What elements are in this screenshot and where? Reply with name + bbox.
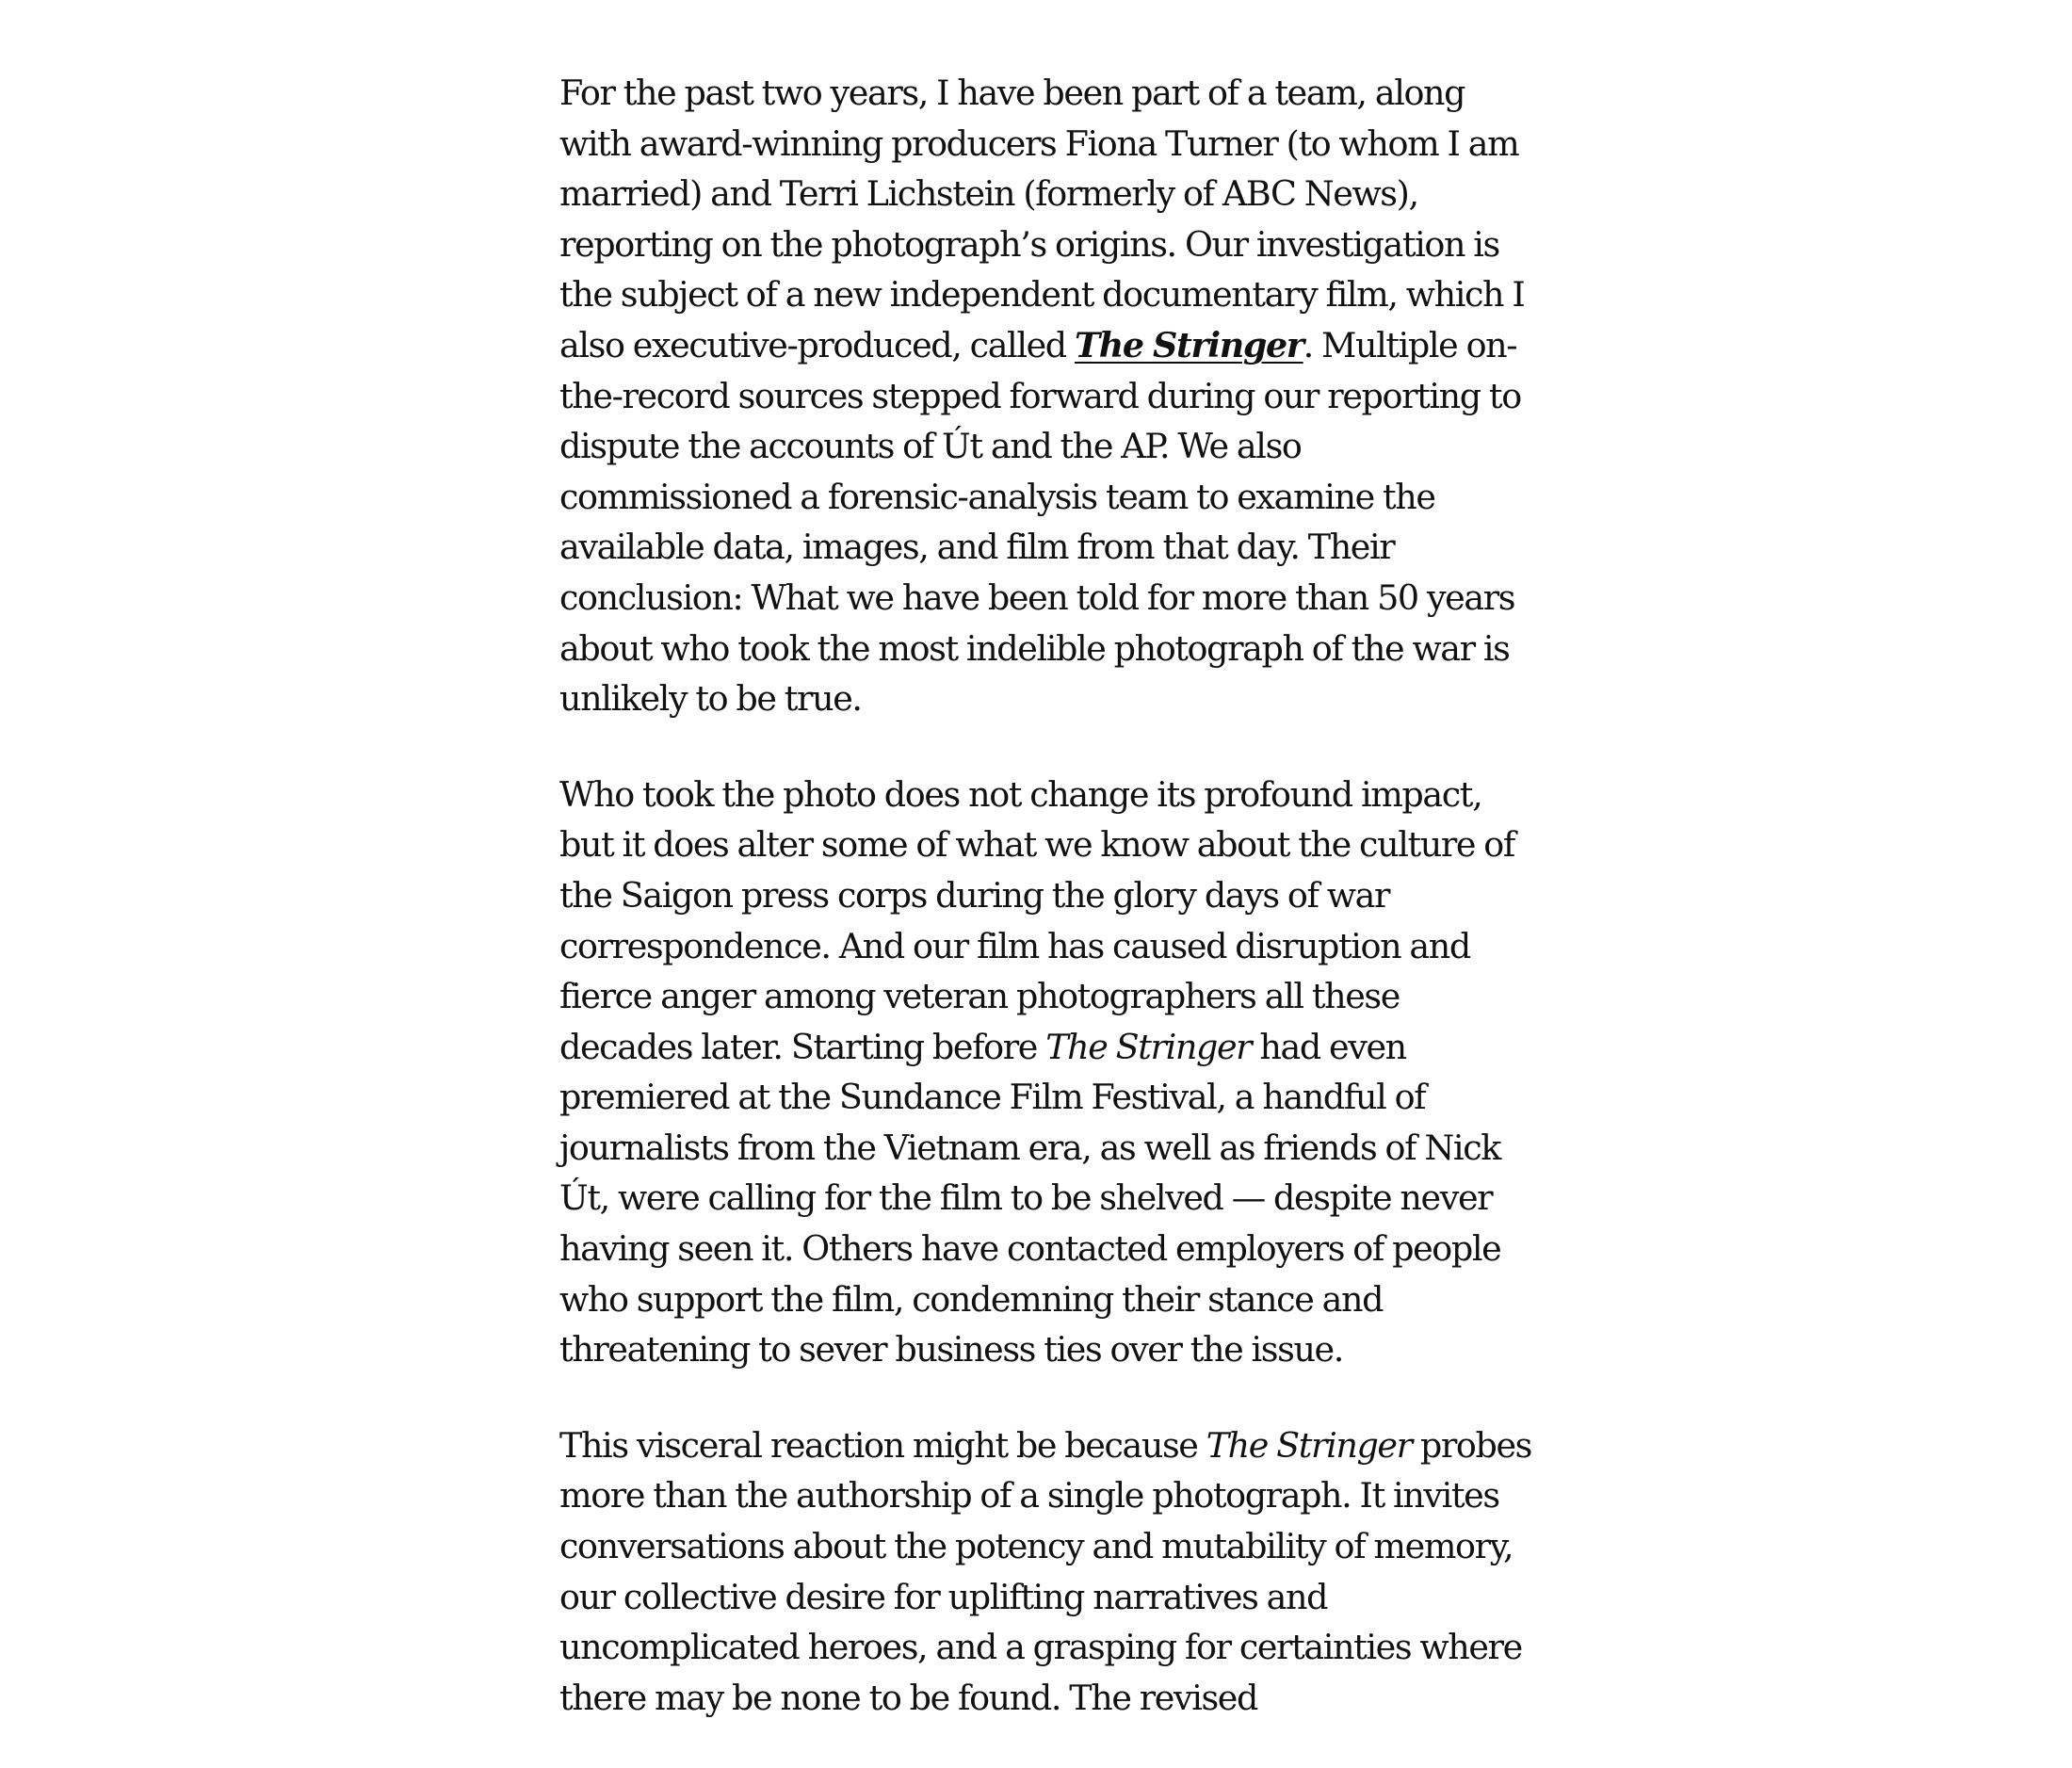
- film-title-italic: The Stringer: [1206, 1424, 1412, 1466]
- film-title-italic: The Stringer: [1045, 1026, 1252, 1067]
- paragraph-2-text-end: had even premiered at the Sundance Film Festival, a handful of journalists from the Vietnam era, as well as friends of Nick Út, were calling for the film to be shelved — despite never having seen it. Others have contacted employers of people who support the film, condemning their stance and threatening to sever business ties over the issue.: [559, 1026, 1501, 1371]
- paragraph-1-text-start: For the past two years, I have been part of a team, along with award-winning producers Fiona Turner (to whom I am married) and Terri Lichstein (formerly of ABC News), reporting on the photograph’s origins. Our investigation is the subject of a new independent documentary film, which I also executive-produced, called: [559, 73, 1525, 365]
- film-title-link[interactable]: The Stringer: [1074, 324, 1303, 365]
- paragraph-1-text-end: . Multiple on-the-record sources stepped forward during our reporting to dispute the accounts of Út and the AP. We also commissioned a forensic-analysis team to examine the available data, images, and film from that day. Their conclusion: What we have been told for more than 50 years about who took the most indelible photograph of the war is unlikely to be true.: [559, 324, 1521, 720]
- paragraph-2-text-start: Who took the photo does not change its profound impact, but it does alter some of what we know about the culture of the Saigon press corps during the glory days of war correspondence. And our film has caused disruption and fierce anger among veteran photographers all these decades later. Starting before: [559, 773, 1514, 1067]
- paragraph-3: [559, 1420, 1539, 1724]
- paragraph-3-text-start: This visceral reaction might be because: [559, 1424, 1206, 1466]
- paragraph-3-text-end: probes more than the authorship of a single photograph. It invites conversations about the potency and mutability of memory, our collective desire for uplifting narratives and uncomplicated heroes, and a grasping for certainties where there may be none to be found. The revised: [559, 1424, 1531, 1718]
- paragraph-1: [559, 68, 1539, 724]
- article-body: [559, 68, 1539, 1768]
- paragraph-2: [559, 770, 1539, 1375]
